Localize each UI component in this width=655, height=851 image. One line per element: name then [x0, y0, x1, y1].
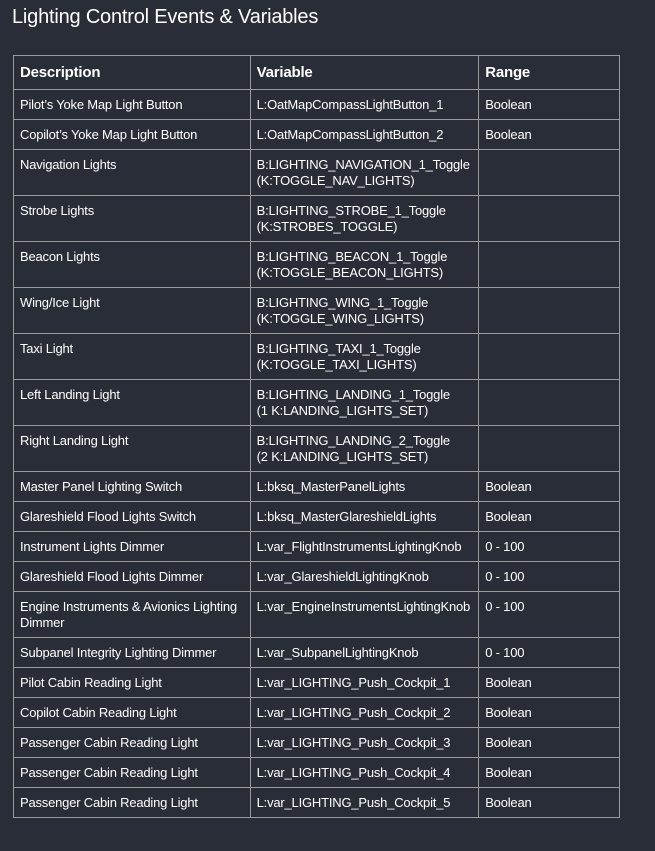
table-row	[14, 638, 620, 668]
variable-name: B:LIGHTING_LANDING_2_Toggle	[256, 433, 450, 448]
variable-name: L:var_GlareshieldLightingKnob	[256, 569, 429, 584]
cell-description: Pilot’s Yoke Map Light Button	[14, 90, 251, 120]
event-name: (K:TOGGLE_NAV_LIGHTS)	[256, 173, 415, 188]
cell-variable	[250, 562, 479, 592]
cell-description: Copilot’s Yoke Map Light Button	[14, 120, 251, 150]
header-description: Description	[14, 56, 251, 90]
table-row	[14, 472, 620, 502]
cell-variable	[250, 196, 479, 242]
variable-name: L:OatMapCompassLightButton_1	[256, 97, 444, 112]
cell-description: Copilot Cabin Reading Light	[14, 698, 251, 728]
table-row	[14, 196, 620, 242]
table-row	[14, 288, 620, 334]
cell-description: Pilot Cabin Reading Light	[14, 668, 251, 698]
cell-range	[479, 334, 620, 380]
cell-variable	[250, 334, 479, 380]
variable-name: B:LIGHTING_TAXI_1_Toggle	[256, 341, 421, 356]
cell-range: Boolean	[479, 788, 620, 818]
table-row	[14, 562, 620, 592]
cell-description: Wing/Ice Light	[14, 288, 251, 334]
cell-variable	[250, 758, 479, 788]
table-header-row	[14, 56, 620, 90]
table-row	[14, 334, 620, 380]
cell-range	[479, 380, 620, 426]
variable-name: L:var_EngineInstrumentsLightingKnob	[256, 599, 471, 614]
event-name: (2 K:LANDING_LIGHTS_SET)	[256, 449, 429, 464]
cell-variable	[250, 242, 479, 288]
event-name: (K:TOGGLE_BEACON_LIGHTS)	[256, 265, 444, 280]
cell-description: Navigation Lights	[14, 150, 251, 196]
table-row	[14, 90, 620, 120]
cell-description: Passenger Cabin Reading Light	[14, 728, 251, 758]
table-row	[14, 150, 620, 196]
cell-description: Passenger Cabin Reading Light	[14, 788, 251, 818]
cell-description: Right Landing Light	[14, 426, 251, 472]
table-row	[14, 698, 620, 728]
variable-name: L:var_LIGHTING_Push_Cockpit_4	[256, 765, 451, 780]
cell-description: Instrument Lights Dimmer	[14, 532, 251, 562]
cell-description: Glareshield Flood Lights Dimmer	[14, 562, 251, 592]
event-name: (K:TOGGLE_WING_LIGHTS)	[256, 311, 424, 326]
variable-name: L:OatMapCompassLightButton_2	[256, 127, 444, 142]
table-body	[14, 90, 620, 818]
variable-name: L:var_FlightInstrumentsLightingKnob	[256, 539, 462, 554]
variable-name: L:var_LIGHTING_Push_Cockpit_1	[256, 675, 451, 690]
cell-description: Strobe Lights	[14, 196, 251, 242]
cell-variable	[250, 668, 479, 698]
cell-range: Boolean	[479, 472, 620, 502]
cell-range: 0 - 100	[479, 532, 620, 562]
event-name: (K:TOGGLE_TAXI_LIGHTS)	[256, 357, 417, 372]
variable-name: L:var_SubpanelLightingKnob	[256, 645, 419, 660]
cell-range: Boolean	[479, 728, 620, 758]
table-row	[14, 592, 620, 638]
table-row	[14, 532, 620, 562]
cell-variable	[250, 638, 479, 668]
event-name: (1 K:LANDING_LIGHTS_SET)	[256, 403, 429, 418]
variable-name: L:bksq_MasterGlareshieldLights	[256, 509, 437, 524]
variable-name: L:var_LIGHTING_Push_Cockpit_3	[256, 735, 451, 750]
cell-range: Boolean	[479, 758, 620, 788]
cell-variable	[250, 288, 479, 334]
cell-range: Boolean	[479, 502, 620, 532]
cell-range: 0 - 100	[479, 592, 620, 638]
table-row	[14, 242, 620, 288]
variable-name: B:LIGHTING_NAVIGATION_1_Toggle	[256, 157, 470, 172]
cell-range: 0 - 100	[479, 638, 620, 668]
cell-description: Engine Instruments & Avionics Lighting Dimmer	[14, 592, 251, 638]
event-name: (K:STROBES_TOGGLE)	[256, 219, 398, 234]
cell-range: 0 - 100	[479, 562, 620, 592]
table-row	[14, 758, 620, 788]
cell-range	[479, 150, 620, 196]
cell-description: Passenger Cabin Reading Light	[14, 758, 251, 788]
cell-description: Glareshield Flood Lights Switch	[14, 502, 251, 532]
cell-variable	[250, 532, 479, 562]
page-title: Lighting Control Events & Variables	[12, 6, 319, 28]
cell-description: Master Panel Lighting Switch	[14, 472, 251, 502]
cell-range: Boolean	[479, 120, 620, 150]
cell-variable	[250, 150, 479, 196]
table-row	[14, 502, 620, 532]
cell-variable	[250, 426, 479, 472]
cell-variable	[250, 698, 479, 728]
cell-range	[479, 288, 620, 334]
cell-variable	[250, 120, 479, 150]
lighting-variables-table	[13, 55, 620, 818]
variable-name: B:LIGHTING_WING_1_Toggle	[256, 295, 429, 310]
cell-variable	[250, 90, 479, 120]
header-range: Range	[479, 56, 620, 90]
cell-range: Boolean	[479, 668, 620, 698]
cell-variable	[250, 472, 479, 502]
cell-variable	[250, 502, 479, 532]
cell-range	[479, 196, 620, 242]
cell-variable	[250, 728, 479, 758]
variable-name: L:bksq_MasterPanelLights	[256, 479, 406, 494]
table-row	[14, 668, 620, 698]
cell-variable	[250, 592, 479, 638]
header-variable: Variable	[250, 56, 479, 90]
table-row	[14, 788, 620, 818]
cell-range	[479, 242, 620, 288]
table-row	[14, 728, 620, 758]
cell-description: Taxi Light	[14, 334, 251, 380]
cell-variable	[250, 788, 479, 818]
table-row	[14, 426, 620, 472]
table-row	[14, 120, 620, 150]
cell-range: Boolean	[479, 90, 620, 120]
cell-description: Subpanel Integrity Lighting Dimmer	[14, 638, 251, 668]
cell-variable	[250, 380, 479, 426]
cell-description: Beacon Lights	[14, 242, 251, 288]
variable-name: B:LIGHTING_BEACON_1_Toggle	[256, 249, 448, 264]
variable-name: B:LIGHTING_LANDING_1_Toggle	[256, 387, 450, 402]
variable-name: L:var_LIGHTING_Push_Cockpit_5	[256, 795, 451, 810]
cell-range	[479, 426, 620, 472]
cell-description: Left Landing Light	[14, 380, 251, 426]
cell-range: Boolean	[479, 698, 620, 728]
variable-name: L:var_LIGHTING_Push_Cockpit_2	[256, 705, 451, 720]
table-row	[14, 380, 620, 426]
variable-name: B:LIGHTING_STROBE_1_Toggle	[256, 203, 446, 218]
